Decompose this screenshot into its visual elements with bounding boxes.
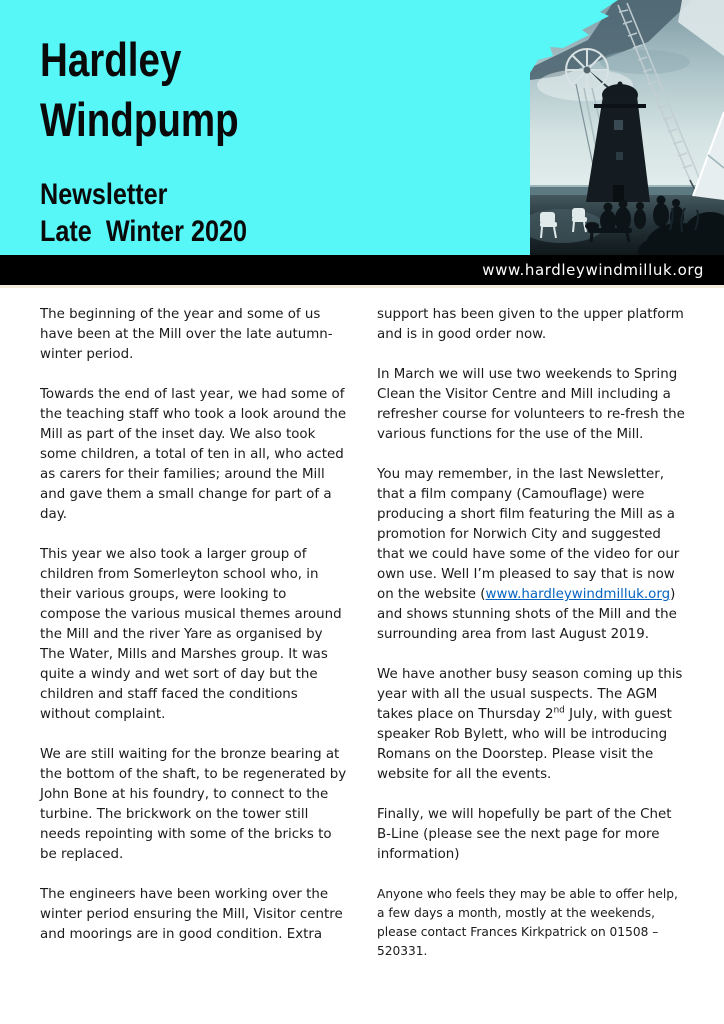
paragraph [377, 665, 686, 785]
column-right [377, 305, 686, 981]
text-run: The beginning of the year and some of us have been at the Mill over the late autumn-winter period. [40, 307, 333, 362]
text-run: The engineers have been working over the winter period ensuring the Mill, Visitor centre and moorings are in good condition. Extra [40, 887, 343, 942]
paragraph [40, 885, 349, 945]
text-run: You may remember, in the last Newsletter, that a film company (Camouflage) were producing a short film featuring the Mill as a promotion for Norwich City and suggested that we could have some of the video for our own use. Well I’m pleased to say that is now on the website ( [377, 467, 680, 602]
column-left [40, 305, 349, 981]
paragraph [377, 805, 686, 865]
newsletter-label: Newsletter [40, 178, 168, 211]
website-bar [0, 255, 724, 288]
paragraph [377, 465, 686, 645]
text-run: Anyone who feels they may be able to offer help, a few days a month, mostly at the weekends, please contact Frances Kirkpatrick on 01508 – 520331. [377, 887, 678, 958]
text-run: July, with guest speaker Rob Bylett, who will be introducing Romans on the Doorstep. Please visit the website for all the events. [377, 707, 672, 782]
paragraph [377, 885, 686, 961]
masthead [0, 0, 724, 255]
text-run: Finally, we will hopefully be part of the Chet B-Line (please see the next page for more information) [377, 807, 672, 862]
text-run: We are still waiting for the bronze bearing at the bottom of the shaft, to be regenerated by John Bone at his foundry, to connect to the turbine. The brickwork on the tower still needs repointing with some of the bricks to be replaced. [40, 747, 347, 862]
text-run: ) and shows stunning shots of the Mill and the surrounding area from last August 2019. [377, 587, 677, 642]
newsletter-body [0, 291, 724, 981]
issue-label: Late Winter 2020 [40, 215, 248, 248]
text-run: In March we will use two weekends to Spring Clean the Visitor Centre and Mill including a refresher course for volunteers to re-fresh the various functions for the use of the Mill. [377, 367, 685, 442]
paragraph [40, 545, 349, 725]
paragraph [40, 745, 349, 865]
masthead-subtitle [40, 176, 287, 250]
windmill-photo [530, 0, 724, 255]
page-title-line1: Hardley [40, 33, 182, 86]
paragraph [377, 365, 686, 445]
text-run: We have another busy season coming up this year with all the usual suspects. The AGM takes place on Thursday 2 [377, 667, 683, 722]
text-run: support has been given to the upper platform and is in good order now. [377, 307, 684, 342]
text-run: Towards the end of last year, we had some of the teaching staff who took a look around the Mill as part of the inset day. We also took some children, a total of ten in all, who acted as carers for their families; around the Mill and gave them a small change for part of a day. [40, 387, 347, 522]
paragraph [377, 305, 686, 345]
website-url[interactable]: www.hardleywindmilluk.org [482, 261, 704, 279]
paragraph [40, 305, 349, 365]
text-run: This year we also took a larger group of children from Somerleyton school who, in their various groups, were looking to compose the various musical themes around the Mill and the river Yare as organised by The Water, Mills and Marshes group. It was quite a windy and wet sort of day but the children and staff faced the conditions without complaint. [40, 547, 342, 722]
website-link[interactable]: www.hardleywindmilluk.org [485, 587, 671, 602]
ordinal-suffix: nd [553, 705, 565, 716]
masthead-titles [40, 30, 287, 250]
paragraph [40, 385, 349, 525]
page-title-line2: Windpump [40, 93, 239, 146]
